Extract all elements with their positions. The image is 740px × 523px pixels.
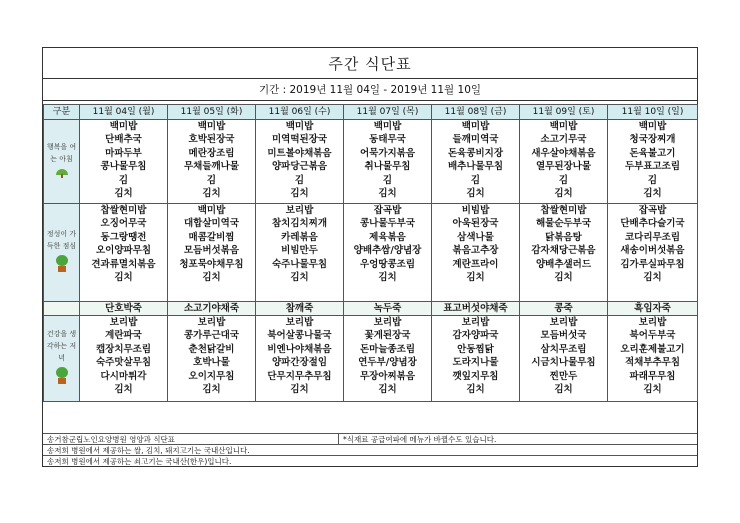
menu-item: 돈육불고기: [629, 147, 676, 159]
menu-item: 김치: [643, 188, 662, 200]
day-header: 11월 06일 (수): [256, 105, 344, 120]
menu-cell: [168, 316, 256, 402]
menu-item: 시금치나물무침: [531, 357, 596, 369]
menu-item: 우엉땅콩조림: [359, 258, 416, 270]
menu-item: 모듬버섯볶음: [183, 245, 240, 257]
menu-item: 보리밥: [285, 205, 314, 216]
menu-item: 양배추쌈/양념장: [353, 245, 422, 257]
menu-item: 단무지무추무침: [267, 370, 332, 382]
menu-item: 김: [647, 174, 658, 186]
menu-item: 김치: [202, 272, 221, 284]
breakfast-row: [44, 120, 698, 204]
footer-note: *식재료 공급여파에 메뉴가 바뀔수도 있습니다.: [338, 434, 496, 445]
menu-cell: [256, 316, 344, 402]
menu-item: 무채들깨나물: [183, 161, 240, 173]
menu-cell: [608, 204, 698, 302]
menu-item: 김: [558, 174, 569, 186]
menu-item: 김치: [378, 188, 397, 200]
menu-item: 열무된장나물: [535, 161, 592, 173]
menu-item: 북어두부국: [629, 330, 676, 342]
menu-cell: [168, 120, 256, 204]
menu-cell: [520, 204, 608, 302]
menu-item: 양배추샐러드: [535, 258, 592, 270]
porridge-cell: 표고버섯야채죽: [432, 302, 520, 316]
lunch-label-text: 정성이 가득한 점심: [46, 230, 77, 250]
menu-item: 다시마튀각: [100, 370, 147, 382]
porridge-cell: 참깨죽: [256, 302, 344, 316]
porridge-cell: 콩죽: [520, 302, 608, 316]
menu-item: 비빔만두: [281, 245, 318, 257]
lunch-label: [44, 204, 80, 302]
breakfast-label-text: 행복을 여는 아침: [46, 143, 77, 163]
menu-item: 단배추다슬기국: [620, 218, 685, 230]
menu-item: 오리훈제불고기: [620, 343, 685, 355]
menu-cell: [168, 204, 256, 302]
menu-item: 김치: [290, 384, 309, 396]
menu-table: [43, 104, 698, 402]
menu-item: 제육볶음: [369, 231, 406, 243]
menu-cell: [520, 120, 608, 204]
menu-item: 깻잎지무침: [452, 370, 499, 382]
menu-item: 캡장치무조림: [95, 343, 152, 355]
menu-item: 볶음고추장: [452, 245, 499, 257]
menu-cell: [520, 316, 608, 402]
menu-cell: [608, 316, 698, 402]
menu-item: 보리밥: [373, 317, 402, 328]
menu-item: 들깨미역국: [452, 134, 499, 146]
menu-item: 안동찜닭: [457, 343, 494, 355]
footer-note-row: [43, 433, 697, 444]
footer-note: 송저희 병원에서 제공하는 쇠고기는 국내산(한우)입니다.: [43, 455, 697, 466]
menu-cell: [256, 120, 344, 204]
menu-item: 보리밥: [109, 317, 138, 328]
menu-item: 김가루실파무침: [620, 258, 685, 270]
menu-item: 아욱된장국: [452, 218, 499, 230]
menu-item: 취나물무침: [364, 161, 411, 173]
menu-item: 감자채당근볶음: [531, 245, 596, 257]
menu-item: 김치: [290, 272, 309, 284]
menu-item: 계란프라이: [452, 258, 499, 270]
menu-cell: [344, 204, 432, 302]
menu-item: 찹쌀현미밥: [540, 205, 587, 216]
menu-cell: [256, 204, 344, 302]
menu-item: 김치: [466, 272, 485, 284]
day-header: 11월 07일 (목): [344, 105, 432, 120]
menu-item: 호박된장국: [188, 134, 235, 146]
menu-item: 연두부/양념장: [358, 357, 417, 369]
menu-item: 숙주나물무침: [271, 258, 328, 270]
page-title: 주간 식단표: [43, 48, 697, 79]
menu-item: 계란파국: [105, 330, 142, 342]
menu-item: 김치: [466, 188, 485, 200]
date-range: 기간 : 2019년 11월 04일 - 2019년 11월 10일: [43, 78, 697, 101]
menu-item: 청포묵야채무침: [179, 258, 244, 270]
menu-item: 비엔나야채볶음: [267, 343, 332, 355]
menu-item: 파래무무침: [629, 370, 676, 382]
menu-item: 보리밥: [549, 317, 578, 328]
menu-item: 동그랑땡전: [100, 231, 147, 243]
menu-item: 김치: [114, 272, 133, 284]
menu-item: 콩나물무침: [100, 161, 147, 173]
lunch-row: [44, 204, 698, 302]
menu-item: 메란장조림: [188, 147, 235, 159]
menu-item: 오이지무침: [188, 370, 235, 382]
day-header: 11월 05일 (화): [168, 105, 256, 120]
menu-item: 백미밥: [638, 121, 667, 132]
menu-item: 양파간장절임: [271, 357, 328, 369]
menu-item: 카레볶음: [281, 231, 318, 243]
menu-item: 백미밥: [109, 121, 138, 132]
menu-item: 김치: [290, 188, 309, 200]
dinner-label-text: 건강을 생각하는 저녁: [46, 330, 77, 362]
header-row: [44, 105, 698, 120]
menu-item: 꽃게된장국: [364, 330, 411, 342]
menu-item: 무장아찌볶음: [359, 370, 416, 382]
menu-item: 김치: [554, 188, 573, 200]
menu-item: 새송이버섯볶음: [620, 245, 685, 257]
menu-item: 김치: [202, 188, 221, 200]
sprout-icon: [55, 168, 69, 178]
menu-cell: [80, 120, 168, 204]
menu-item: 찐만두: [549, 370, 578, 382]
menu-cell: [432, 120, 520, 204]
day-header: 11월 04일 (월): [80, 105, 168, 120]
footer-note: 송저희 병원에서 제공하는 쌀, 김치, 돼지고기는 국내산입니다.: [43, 444, 697, 455]
menu-item: 미트볼야채볶음: [267, 147, 332, 159]
menu-item: 돈마늘종조림: [359, 343, 416, 355]
menu-item: 보리밥: [197, 317, 226, 328]
menu-item: 김치: [202, 384, 221, 396]
menu-item: 김: [118, 174, 129, 186]
menu-item: 적채부추무침: [624, 357, 681, 369]
menu-item: 코다리무조림: [624, 231, 681, 243]
menu-item: 대합살미역국: [183, 218, 240, 230]
menu-item: 춘천닭갈비: [188, 343, 235, 355]
menu-cell: [608, 120, 698, 204]
menu-item: 김치: [643, 384, 662, 396]
menu-item: 백미밥: [197, 121, 226, 132]
menu-item: 닭볶음탕: [545, 231, 582, 243]
menu-item: 새우살야채볶음: [531, 147, 596, 159]
menu-item: 김: [206, 174, 217, 186]
porridge-row: [44, 302, 698, 316]
header-label: 구분: [44, 105, 80, 120]
dinner-label: [44, 316, 80, 402]
menu-item: 김치: [378, 272, 397, 284]
menu-item: 백미밥: [549, 121, 578, 132]
menu-item: 비빔밥: [461, 205, 490, 216]
menu-item: 김치: [643, 272, 662, 284]
menu-item: 김: [294, 174, 305, 186]
menu-item: 매콤갈비찜: [188, 231, 235, 243]
dinner-row: [44, 316, 698, 402]
menu-item: 김: [470, 174, 481, 186]
menu-item: 어묵가지볶음: [359, 147, 416, 159]
menu-item: 참치김치찌개: [271, 218, 328, 230]
menu-item: 콩가루근대국: [183, 330, 240, 342]
menu-item: 숙주맛살무침: [95, 357, 152, 369]
menu-item: 오징어무국: [100, 218, 147, 230]
menu-item: 청국장찌개: [629, 134, 676, 146]
menu-item: 보리밥: [461, 317, 490, 328]
menu-item: 김치: [378, 384, 397, 396]
day-header: 11월 09일 (토): [520, 105, 608, 120]
menu-item: 마파두부: [105, 147, 142, 159]
menu-item: 삼치무조림: [540, 343, 587, 355]
menu-item: 콩나물두부국: [359, 218, 416, 230]
menu-item: 김치: [114, 384, 133, 396]
menu-cell: [344, 316, 432, 402]
menu-item: 백미밥: [197, 205, 226, 216]
menu-item: 찹쌀현미밥: [100, 205, 147, 216]
menu-item: 호박나물: [193, 357, 230, 369]
day-header: 11월 08일 (금): [432, 105, 520, 120]
plant-icon: [54, 255, 70, 273]
plant-icon: [54, 367, 70, 385]
menu-item: 모듬버섯국: [540, 330, 587, 342]
menu-item: 미역떡된장국: [271, 134, 328, 146]
menu-item: 도라지나물: [452, 357, 499, 369]
menu-item: 김: [382, 174, 393, 186]
menu-item: 잡곡밥: [638, 205, 667, 216]
menu-item: 해물순두부국: [535, 218, 592, 230]
porridge-cell: 녹두죽: [344, 302, 432, 316]
menu-item: 오이양파무침: [95, 245, 152, 257]
menu-item: 배추나물무침: [447, 161, 504, 173]
menu-item: 백미밥: [373, 121, 402, 132]
menu-item: 삼색나물: [457, 231, 494, 243]
menu-cell: [432, 316, 520, 402]
menu-sheet: [42, 47, 698, 467]
menu-item: 백미밥: [285, 121, 314, 132]
menu-item: 소고기무국: [540, 134, 587, 146]
porridge-cell: 흑임자죽: [608, 302, 698, 316]
menu-cell: [432, 204, 520, 302]
breakfast-label: [44, 120, 80, 204]
menu-item: 김치: [554, 272, 573, 284]
menu-item: 견과류멸치볶음: [91, 258, 156, 270]
menu-item: 북어살콩나물국: [267, 330, 332, 342]
porridge-cell: 단호박죽: [80, 302, 168, 316]
menu-item: 김치: [466, 384, 485, 396]
menu-item: 감자양파국: [452, 330, 499, 342]
menu-item: 돈육콩비지장: [447, 147, 504, 159]
menu-item: 잡곡밥: [373, 205, 402, 216]
day-header: 11월 10일 (일): [608, 105, 698, 120]
menu-item: 김치: [554, 384, 573, 396]
porridge-cell: 소고기야채죽: [168, 302, 256, 316]
menu-cell: [344, 120, 432, 204]
menu-item: 백미밥: [461, 121, 490, 132]
menu-item: 김치: [114, 188, 133, 200]
menu-cell: [80, 316, 168, 402]
footer-note: 송거참군립노인요양병원 영양과 식단표: [47, 435, 175, 444]
porridge-label: [44, 302, 80, 316]
menu-item: 보리밥: [285, 317, 314, 328]
menu-item: 동태무국: [369, 134, 406, 146]
menu-item: 두부표고조림: [624, 161, 681, 173]
menu-item: 양파당근볶음: [271, 161, 328, 173]
menu-item: 단배추국: [105, 134, 142, 146]
menu-cell: [80, 204, 168, 302]
menu-item: 보리밥: [638, 317, 667, 328]
